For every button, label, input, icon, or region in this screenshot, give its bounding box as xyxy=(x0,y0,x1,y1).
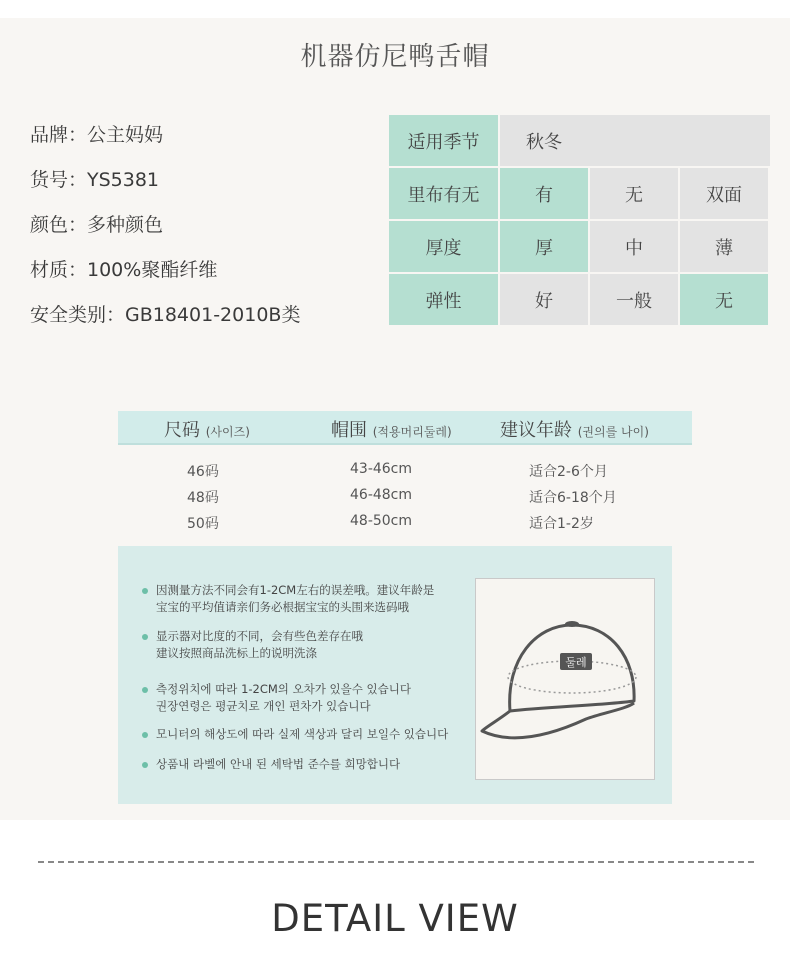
attr-option-cell: 薄 xyxy=(680,221,768,272)
note-line: 宝宝的平均值请亲们务必根据宝宝的头围来选码哦 xyxy=(156,600,409,614)
size-cell: 适合6-18个月 xyxy=(529,490,617,506)
note-item xyxy=(142,582,434,616)
note-item xyxy=(142,628,363,662)
product-title: 机器仿尼鸭舌帽 xyxy=(300,42,490,72)
size-cell: 43-46cm xyxy=(350,461,413,477)
note-line: 측정위치에 따라 1-2CM의 오차가 있을수 있습니다 xyxy=(156,682,411,696)
attr-row-season xyxy=(389,115,772,168)
bullet-dot-icon xyxy=(142,588,148,594)
spec-item-number: 货号：YS5381 xyxy=(30,169,160,191)
attr-option-cell: 一般 xyxy=(590,274,678,325)
head-circumference-col-header: 帽围 (적용머리둘레) xyxy=(331,420,452,441)
notes-box xyxy=(118,546,672,804)
bullet-dot-icon xyxy=(142,687,148,693)
size-cell: 46码 xyxy=(187,464,219,480)
note-line: 显示器对比度的不同，会有些色差存在哦 xyxy=(156,629,363,643)
detail-view-heading: DETAIL VIEW xyxy=(271,897,519,940)
note-line: 因测量方法不同会有1-2CM左右的误差哦。建议年龄是 xyxy=(156,583,435,597)
attr-option-cell: 无 xyxy=(680,274,768,325)
note-line: 모니터의 해상도에 따라 실제 색상과 달리 보일수 있습니다 xyxy=(156,727,449,741)
attr-option-cell: 双面 xyxy=(680,168,768,219)
attr-row-thickness xyxy=(389,221,772,274)
note-item xyxy=(142,726,448,743)
bullet-dot-icon xyxy=(142,634,148,640)
spec-color: 颜色：多种颜色 xyxy=(30,214,164,236)
attr-option-cell: 无 xyxy=(590,168,678,219)
attr-option-cell: 厚 xyxy=(500,221,588,272)
attr-label-elasticity: 弹性 xyxy=(389,274,498,325)
size-cell: 适合1-2岁 xyxy=(529,516,594,532)
bullet-dot-icon xyxy=(142,732,148,738)
spec-brand: 品牌：公主妈妈 xyxy=(30,124,164,146)
attr-row-elasticity xyxy=(389,274,772,327)
size-table-header xyxy=(118,411,692,445)
attr-value-season: 秋冬 xyxy=(500,115,770,166)
note-line: 권장연령은 평균치로 개인 편차가 있습니다 xyxy=(156,699,371,713)
attr-row-lining xyxy=(389,168,772,221)
spec-safety-class: 安全类别：GB18401-2010B类 xyxy=(30,304,301,326)
spec-material: 材质：100%聚酯纤维 xyxy=(30,259,218,281)
bullet-dot-icon xyxy=(142,762,148,768)
size-cell: 适合2-6个月 xyxy=(529,464,608,480)
size-cell: 50码 xyxy=(187,516,219,532)
attr-option-cell: 中 xyxy=(590,221,678,272)
note-line: 상품내 라벨에 안내 된 세탁법 준수를 희망합니다 xyxy=(156,757,401,771)
size-cell: 48码 xyxy=(187,490,219,506)
note-line: 建议按照商品洗标上的说明洗涤 xyxy=(156,646,317,660)
spec-list xyxy=(30,120,300,345)
attr-label-thickness: 厚度 xyxy=(389,221,498,272)
age-col-header: 建议年龄 (권의를 나이) xyxy=(500,420,649,441)
attribute-table xyxy=(389,115,772,327)
size-cell: 46-48cm xyxy=(350,487,413,503)
cap-illustration-box xyxy=(475,578,655,780)
note-item xyxy=(142,681,411,715)
size-cell: 48-50cm xyxy=(350,513,413,529)
circumference-label: 둘레 xyxy=(565,656,587,669)
attr-option-cell: 有 xyxy=(500,168,588,219)
baseball-cap-icon xyxy=(476,579,656,781)
attr-label-season: 适用季节 xyxy=(389,115,498,166)
attr-option-cell: 好 xyxy=(500,274,588,325)
section-divider xyxy=(38,861,754,863)
attr-label-lining: 里布有无 xyxy=(389,168,498,219)
size-col-header: 尺码 (사이즈) xyxy=(164,420,250,441)
note-item xyxy=(142,756,400,773)
